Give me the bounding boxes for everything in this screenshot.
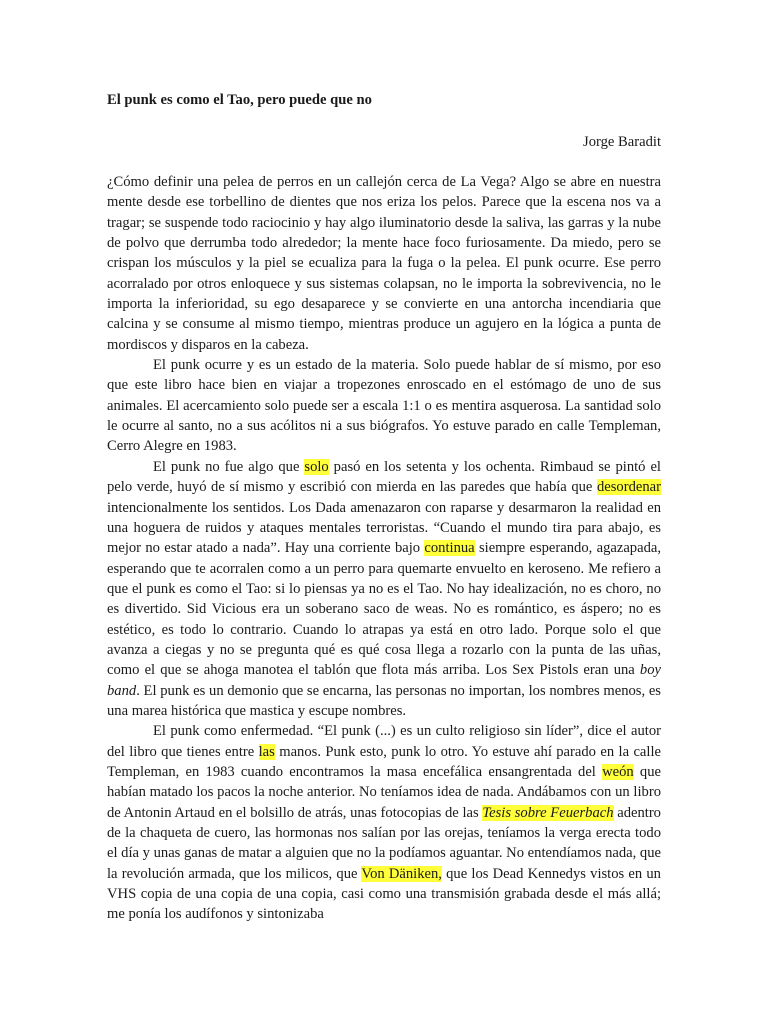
highlight-desordenar: desordenar	[596, 479, 661, 496]
highlight-las: las	[258, 743, 275, 760]
paragraph-4-text: que habían matado los pacos la noche anterior. No teníamos idea de nada. Andábamos con un libro de Antonin Artaud en el bolsillo de atrás, unas fotocopias de las	[107, 763, 661, 821]
paragraph-2: El punk ocurre y es un estado de la materia. Solo puede hablar de sí mismo, por eso que este libro hace bien en viajar a tropezones enroscado en el estómago de uno de sus animales. El acercamiento solo puede ser a escala 1:1 o es mentira asquerosa. La santidad solo le ocurre al santo, no a sus acólitos ni a sus biógrafos. Yo estuve parado en calle Templeman, Cerro Alegre en 1983.	[107, 357, 661, 455]
highlight-continua: continua	[424, 540, 475, 557]
paragraph-4-text: manos. Punk esto, punk lo otro. Yo estuve ahí parado en la calle Templeman, en 1983 cuando encontramos la masa encefálica ensangrentada del	[107, 743, 661, 780]
author-name: Jorge Baradit	[583, 134, 661, 150]
paragraph-3-text: siempre esperando, agazapada, esperando que te acorralen como a un perro para quemarte envuelto en keroseno. Me refiero a que el punk es como el Tao: si lo piensas ya no es el Tao. No hay idealización, no es choro, no es divertido. Sid Vicious era un soberano saco de weas. No es romántico, es áspero; no es estético, es todo lo contrario. Cuando lo atrapas ya está en otro lado. Porque solo el que avanza a ciegas y no se pregunta qué es qué cosa llega a rozarlo con la punta de las uñas, como el que se ahoga manotea el tablón que flota más arriba. Los Sex Pistols eran una	[107, 540, 661, 679]
paragraph-4-text: El punk como enfermedad. “El punk (...) es un culto religioso sin líder”, dice el autor del libro que tienes entre	[107, 723, 661, 760]
document-body	[107, 172, 661, 925]
highlight-tesis-sobre-feuerbach: Tesis sobre Feuerbach	[482, 804, 614, 821]
paragraph-1: ¿Cómo definir una pelea de perros en un callejón cerca de La Vega? Algo se abre en nuestra mente desde ese torbellino de dientes que nos eriza los pelos. Parece que la escena nos va a tragar; se suspende todo raciocinio y hay algo iluminatorio desde la saliva, las garras y la nube de polvo que derrumba todo alrededor; la mente hace foco furiosamente. Da miedo, pero se crispan los músculos y la piel se ecualiza para la fuga o la pelea. El punk ocurre. Ese perro acorralado por otros enloquece y sus sistemas colapsan, no le importa la sobrevivencia, no le importa la inferioridad, su ego desaparece y se convierte en una antorcha incendiaria que calcina y se consume al mismo tiempo, mientras produce un agujero en la lógica a punta de mordiscos y disparos en la cabeza.	[107, 174, 661, 353]
paragraph-3-text: pasó en los setenta y los ochenta. Rimbaud se pintó el pelo verde, huyó de sí mismo y escribió con mierda en las paredes que había que	[107, 458, 661, 496]
italic-boy-band: boy band	[107, 662, 661, 699]
highlight-weon: weón	[602, 763, 634, 780]
paragraph-3	[107, 457, 661, 721]
paragraph-4-text: que los Dead Kennedys vistos en un VHS copia de una copia de una copia, casi como una transmisión grabada desde el más allá; me ponía los audífonos y sintonizaba	[107, 865, 661, 923]
paragraph-3-text: intencionalmente los sentidos. Los Dada amenazaron con raparse y desarmaron la realidad en una hoguera de ruidos y ataques mentales terroristas. “Cuando el mundo tira para abajo, es mejor no estar atado a nada”. Hay una corriente bajo	[107, 499, 661, 557]
paragraph-3-text: El punk no fue algo que	[153, 458, 305, 475]
paragraph-4-text: adentro de la chaqueta de cuero, las hormonas nos salían por las orejas, teníamos la verga erecta todo el día y unas ganas de matar a alguien que no la podíamos aguantar. No entendíamos nada, que la revolución armada, que los milicos, que	[107, 804, 661, 882]
document-title: El punk es como el Tao, pero puede que no	[107, 92, 372, 108]
paragraph-3-text: . El punk es un demonio que se encarna, las personas no importan, los nombres menos, es una marea histórica que mastica y escupe nombres.	[107, 682, 661, 719]
highlight-solo: solo	[304, 458, 329, 475]
highlight-von-daniken: Von Däniken,	[361, 865, 442, 882]
document-page	[107, 90, 661, 925]
paragraph-4	[107, 721, 661, 924]
